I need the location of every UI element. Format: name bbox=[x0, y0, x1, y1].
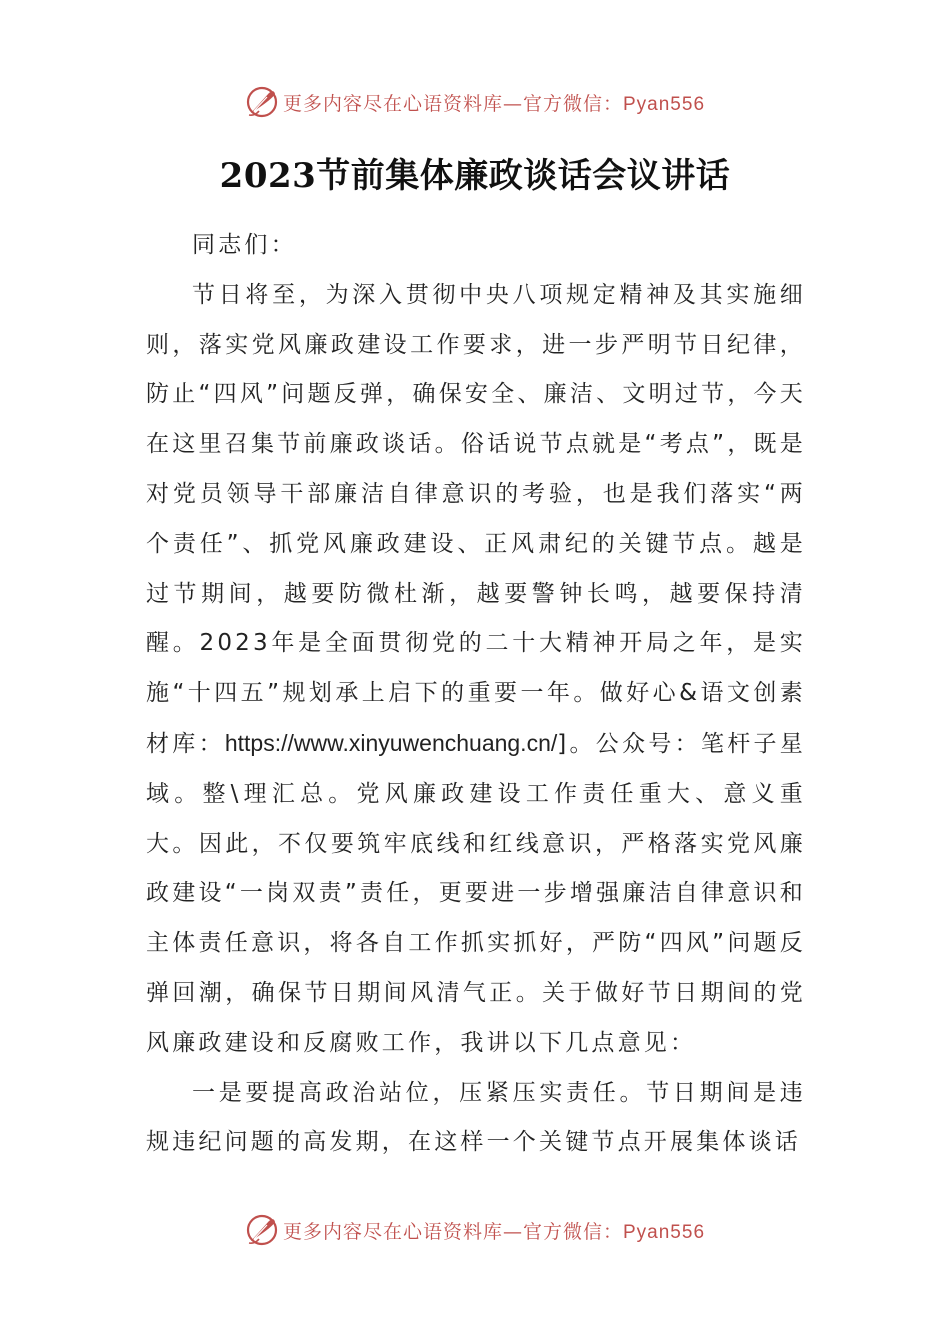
document-title: 2023节前集体廉政谈话会议讲话 bbox=[219, 156, 731, 196]
watermark-main: 更多内容尽在心语资料库 bbox=[282, 1220, 503, 1243]
salutation: 同志们： bbox=[192, 232, 297, 258]
footer-watermark-banner bbox=[0, 1210, 950, 1250]
paragraph-1-part-b: ]。公众号：笔杆子星域。整\理汇总。党风廉政建设工作责任重大、意义重大。因此，不仅要筑牢底线和红线意识，严格落实党风廉政建设“一岗双责”责任，更要进一步增强廉洁自律意识和主体责任意识，将各自工作抓实抓好，严防“四风”问题反弹回潮，确保节日期间风清气正。关于做好节日期间的党风廉政建设和反腐败工作，我讲以下几点意见： bbox=[146, 730, 806, 1056]
watermark-text bbox=[283, 1217, 705, 1244]
paragraph-1-part-a: 节日将至，为深入贯彻中央八项规定精神及其实施细则，落实党风廉政建设工作要求，进一步严明节日纪律，防止“四风”问题反弹，确保安全、廉洁、文明过节，今天在这里召集节前廉政谈话。俗话说节点就是“考点”，既是对党员领导干部廉洁自律意识的考验，也是我们落实“两个责任”、抓党风廉政建设、正风肃纪的关键节点。越是过节期间，越要防微杜渐，越要警钟长鸣，越要保持清醒。2023年是全面贯彻党的二十大精神开局之年，是实施“十四五”规划承上启下的重要一年。做好心&语文创素材库： bbox=[146, 281, 806, 757]
watermark-text bbox=[283, 89, 705, 116]
quill-pen-logo-icon bbox=[245, 1213, 279, 1247]
watermark-separator: — bbox=[502, 1220, 523, 1243]
watermark-separator: — bbox=[502, 92, 523, 115]
header-watermark-banner bbox=[0, 82, 950, 122]
document-body bbox=[146, 221, 806, 1168]
watermark-wechat-label: 官方微信： bbox=[522, 1220, 623, 1243]
paragraph-1-url: https://www.xinyuwenchuang.cn/ bbox=[224, 729, 558, 756]
paragraph-2: 一是要提高政治站位，压紧压实责任。节日期间是违规违纪问题的高发期，在这样一个关键节点开展集体谈话 bbox=[146, 1079, 806, 1156]
watermark-wechat-id: Pyan556 bbox=[623, 1221, 706, 1243]
watermark-main: 更多内容尽在心语资料库 bbox=[282, 92, 503, 115]
watermark-wechat-label: 官方微信： bbox=[522, 92, 623, 115]
paragraph-1 bbox=[146, 271, 806, 1069]
quill-pen-logo-icon bbox=[245, 85, 279, 119]
watermark-wechat-id: Pyan556 bbox=[623, 93, 706, 115]
